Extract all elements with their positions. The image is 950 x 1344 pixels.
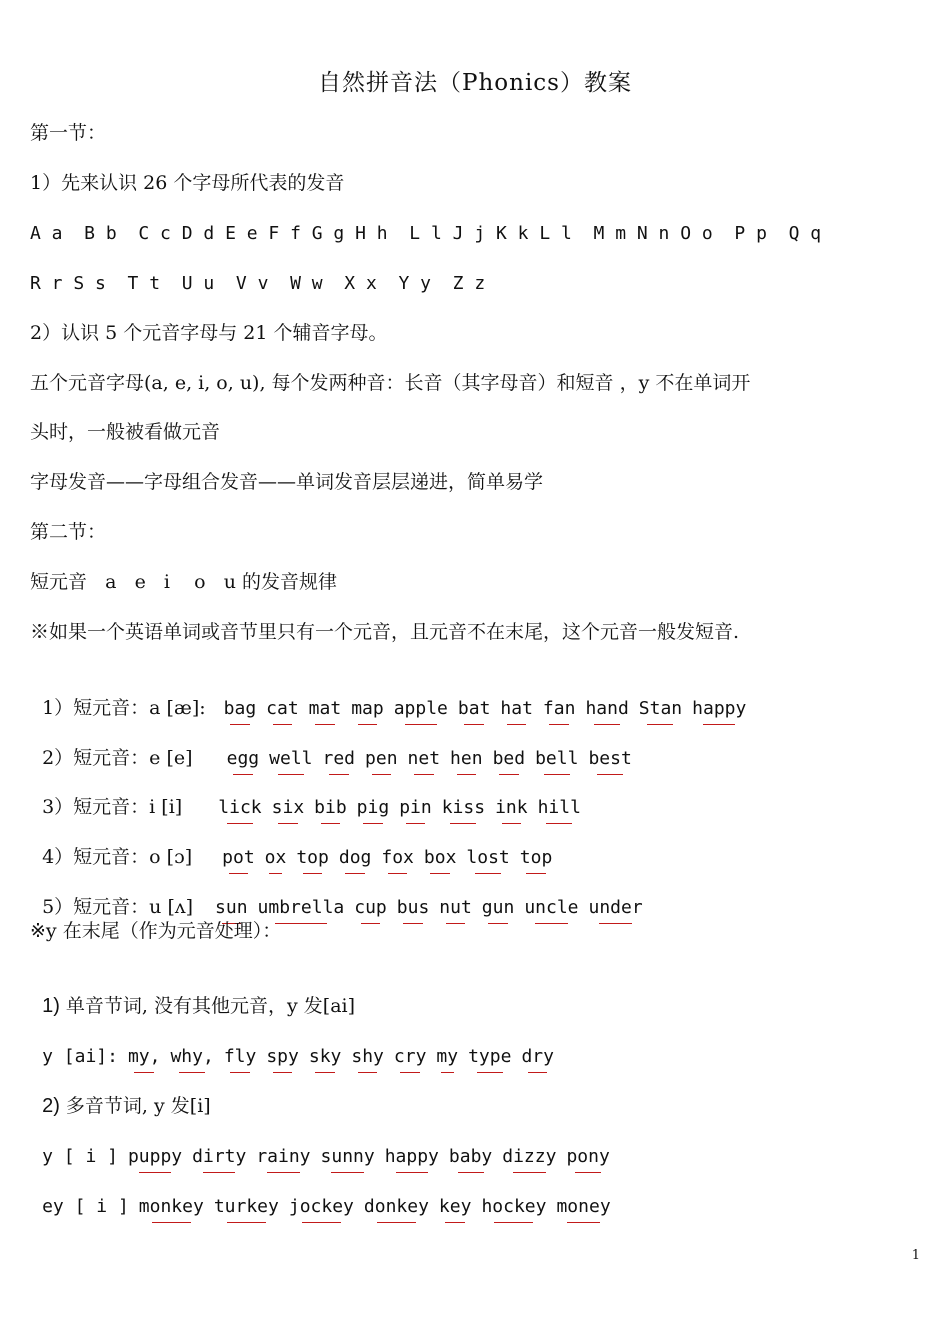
short-vowel-rule: ※如果一个英语单词或音节里只有一个元音，且元音不在末尾，这个元音一般发短音. <box>30 621 740 643</box>
example-word: my <box>436 1044 458 1070</box>
example-word: umbrella <box>258 895 345 921</box>
word-underline <box>302 1222 341 1224</box>
word-underline <box>446 923 466 925</box>
row-label: 2）短元音：e [e] <box>42 747 205 769</box>
example-word: cry <box>394 1044 427 1070</box>
word-underline <box>273 1072 293 1074</box>
short-vowel-row-a <box>30 669 756 722</box>
example-word: uncle <box>524 895 578 921</box>
example-word: hen <box>450 746 483 772</box>
example-word: ink <box>495 795 528 821</box>
example-word: pen <box>365 746 398 772</box>
example-word: pony <box>566 1144 609 1170</box>
word-underline <box>597 774 623 776</box>
example-word: sun <box>215 895 248 921</box>
example-word: cup <box>354 895 387 921</box>
example-word: hat <box>500 696 533 722</box>
example-word: happy <box>692 696 746 722</box>
example-word: nut <box>439 895 472 921</box>
row-label: 5）短元音：u [ʌ] <box>42 896 194 918</box>
page-title: 自然拼音法（Phonics）教案 <box>318 70 632 96</box>
row-label: y [ i ] <box>42 1146 118 1167</box>
y-rule-2 <box>30 1067 211 1119</box>
example-word: jockey <box>289 1194 354 1220</box>
word-underline <box>535 923 568 925</box>
example-word: bat <box>458 696 491 722</box>
example-word: money <box>556 1194 610 1220</box>
example-word: mat <box>309 696 342 722</box>
example-word: top <box>296 845 329 871</box>
row-label: y [ai]: <box>42 1046 118 1067</box>
example-word: rainy <box>256 1144 310 1170</box>
example-word: pot <box>222 845 255 871</box>
y-ending-heading: ※y 在末尾（作为元音处理）： <box>30 920 282 942</box>
word-underline <box>377 1222 416 1224</box>
example-word: baby <box>449 1144 492 1170</box>
word-underline <box>230 1072 250 1074</box>
alphabet-row-2: R r S s T t U u V v W w X x Y y Z z <box>30 273 486 294</box>
example-word: monkey <box>139 1194 204 1220</box>
example-word: bell <box>535 746 578 772</box>
word-underline <box>445 1222 465 1224</box>
example-word: why, <box>170 1044 213 1070</box>
section-1-point-2: 2）认识 5 个元音字母与 21 个辅音字母。 <box>30 322 388 344</box>
word-underline <box>567 1222 600 1224</box>
example-word: map <box>351 696 384 722</box>
short-vowel-row-i <box>30 768 591 821</box>
example-word: fan <box>543 696 576 722</box>
example-word: shy <box>351 1044 384 1070</box>
example-word: bib <box>314 795 347 821</box>
example-word: donkey <box>364 1194 429 1220</box>
ey-i-row <box>30 1167 621 1220</box>
word-underline <box>315 1072 335 1074</box>
example-word: bus <box>397 895 430 921</box>
example-word: happy <box>385 1144 439 1170</box>
example-word: hill <box>538 795 581 821</box>
page-number: 1 <box>911 1248 920 1263</box>
word-underline <box>275 923 327 925</box>
example-word: my, <box>128 1044 161 1070</box>
example-word: spy <box>266 1044 299 1070</box>
example-word: dizzy <box>502 1144 556 1170</box>
example-word: fly <box>224 1044 257 1070</box>
rule-number: 2) <box>42 1095 60 1117</box>
word-underline <box>358 1072 378 1074</box>
word-underline <box>152 1222 191 1224</box>
word-underline <box>400 1072 420 1074</box>
rule-number: 1) <box>42 995 60 1017</box>
example-word: apple <box>394 696 448 722</box>
word-underline <box>488 923 508 925</box>
example-word: top <box>520 845 553 871</box>
row-label: ey [ i ] <box>42 1196 129 1217</box>
short-vowel-row-e <box>30 719 642 772</box>
example-word: Stan <box>639 696 682 722</box>
learning-path: 字母发音——字母组合发音——单词发音层层递进，简单易学 <box>30 471 544 493</box>
example-word: key <box>439 1194 472 1220</box>
example-word: gun <box>482 895 515 921</box>
example-word: turkey <box>214 1194 279 1220</box>
y-ai-row <box>30 1017 564 1070</box>
alphabet-row-1: A a B b C c D d E e F f G g H h L l J j K k L l M m N n O o P p Q q <box>30 223 822 244</box>
row-label: 1）短元音：a [æ]: <box>42 697 206 719</box>
example-word: pig <box>357 795 390 821</box>
example-word: lost <box>466 845 509 871</box>
example-word: dog <box>339 845 372 871</box>
example-word: type <box>468 1044 511 1070</box>
example-word: bag <box>224 696 257 722</box>
short-vowel-row-o <box>30 818 562 871</box>
word-underline <box>361 923 381 925</box>
section-1-heading: 第一节： <box>30 122 107 144</box>
example-word: pin <box>399 795 432 821</box>
example-word: box <box>424 845 457 871</box>
rule-text: 单音节词, 没有其他元音，y 发[ai] <box>59 995 356 1017</box>
word-underline <box>441 1072 454 1074</box>
short-vowels-heading: 短元音 a e i o u 的发音规律 <box>30 571 337 593</box>
row-label: 4）短元音：o [ɔ] <box>42 846 193 868</box>
example-word: lick <box>218 795 261 821</box>
example-word: puppy <box>128 1144 182 1170</box>
example-word: six <box>272 795 305 821</box>
example-word: red <box>323 746 356 772</box>
vowel-description-line-2: 头时，一般被看做元音 <box>30 421 221 443</box>
word-underline <box>647 724 673 726</box>
section-1-point-1: 1）先来认识 26 个字母所代表的发音 <box>30 172 345 194</box>
word-underline <box>703 724 736 726</box>
example-word: sky <box>309 1044 342 1070</box>
rule-text: 多音节词, y 发[i] <box>59 1095 211 1117</box>
word-underline <box>494 1222 533 1224</box>
example-word: kiss <box>442 795 485 821</box>
example-word: dry <box>521 1044 554 1070</box>
example-word: net <box>408 746 441 772</box>
example-word: fox <box>381 845 414 871</box>
example-word: well <box>269 746 312 772</box>
example-word: hockey <box>481 1194 546 1220</box>
vowel-description-line-1: 五个元音字母(a, e, i, o, u), 每个发两种音：长音（其字母音）和短音 ，y 不在单词开 <box>30 372 751 394</box>
short-vowel-row-u <box>30 868 653 921</box>
example-word: under <box>589 895 643 921</box>
word-underline <box>477 1072 503 1074</box>
example-word: cat <box>266 696 299 722</box>
word-underline <box>403 923 423 925</box>
example-word: ox <box>265 845 287 871</box>
example-word: dirty <box>192 1144 246 1170</box>
example-word: hand <box>585 696 628 722</box>
y-rule-1 <box>30 967 355 1019</box>
section-2-heading: 第二节： <box>30 521 107 543</box>
y-i-row <box>30 1117 620 1170</box>
word-underline <box>528 1072 548 1074</box>
example-word: sunny <box>321 1144 375 1170</box>
word-underline <box>227 1222 266 1224</box>
word-underline <box>599 923 632 925</box>
example-word: best <box>588 746 631 772</box>
row-label: 3）短元音：i [i] <box>42 796 195 818</box>
example-word: egg <box>227 746 260 772</box>
example-word: bed <box>493 746 526 772</box>
